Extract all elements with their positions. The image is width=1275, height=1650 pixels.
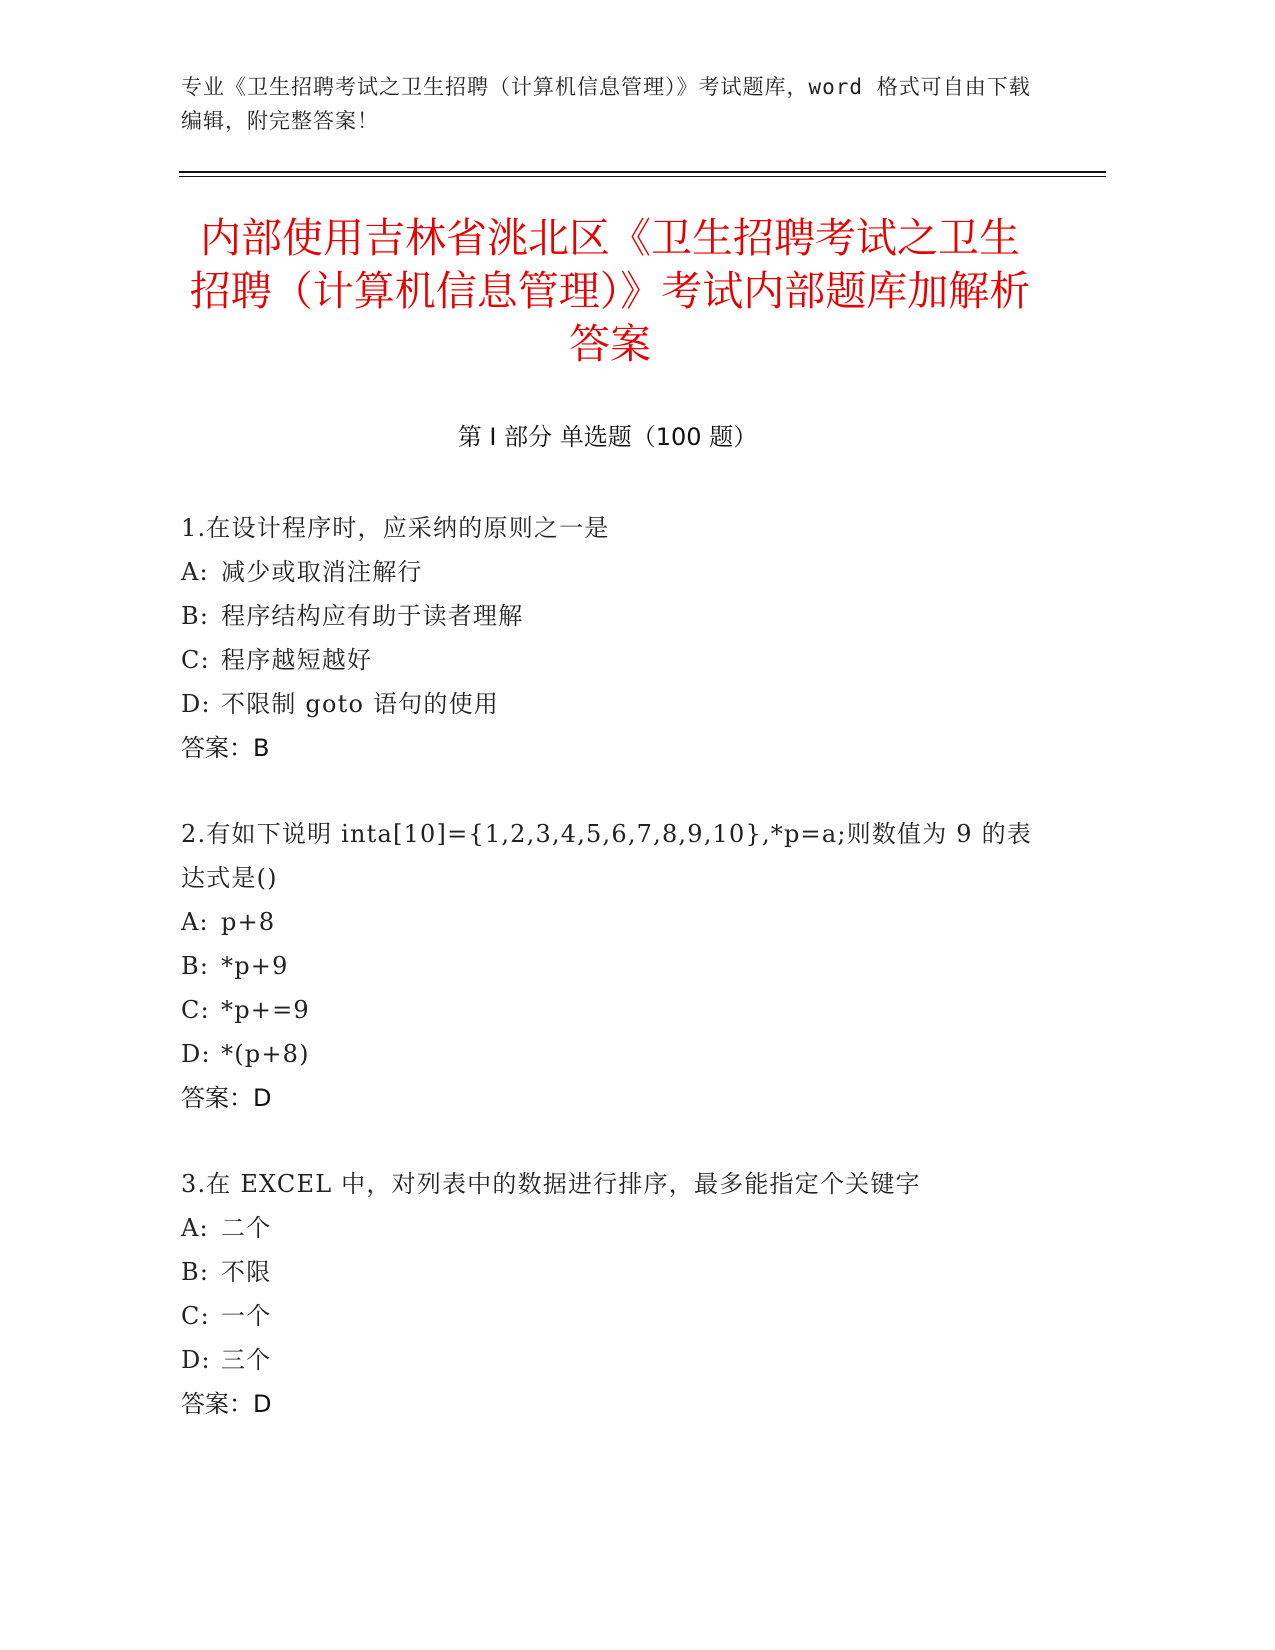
section-title: 第 I 部分 单选题（100 题） bbox=[457, 423, 758, 451]
option-text: *p+9 bbox=[221, 952, 289, 980]
option-text: p+8 bbox=[221, 908, 276, 936]
option-a bbox=[181, 900, 1051, 944]
answer-line: 答案：B bbox=[181, 734, 270, 762]
option-key: B: bbox=[181, 602, 210, 630]
option-d bbox=[181, 1032, 1051, 1076]
answer-line: 答案：D bbox=[181, 1390, 272, 1418]
option-d bbox=[181, 682, 1051, 726]
option-key: A: bbox=[181, 908, 209, 936]
option-text: 三个 bbox=[221, 1346, 272, 1374]
option-a bbox=[181, 550, 1051, 594]
option-text: *p+=9 bbox=[221, 996, 310, 1024]
option-c bbox=[181, 638, 1051, 682]
option-c bbox=[181, 1294, 1051, 1338]
option-key: A: bbox=[181, 558, 209, 586]
option-d bbox=[181, 1338, 1051, 1382]
option-key: C: bbox=[181, 646, 210, 674]
option-b bbox=[181, 594, 1051, 638]
question-3 bbox=[181, 1162, 1051, 1426]
option-key: B: bbox=[181, 1258, 210, 1286]
question-stem: 3.在 EXCEL 中，对列表中的数据进行排序，最多能指定个关键字 bbox=[181, 1170, 921, 1198]
option-key: C: bbox=[181, 996, 210, 1024]
option-b bbox=[181, 944, 1051, 988]
option-key: B: bbox=[181, 952, 210, 980]
document-title: 内部使用吉林省洮北区《卫生招聘考试之卫生招聘（计算机信息管理）》考试内部题库加解析答案 bbox=[189, 214, 1031, 368]
option-key: D: bbox=[181, 1040, 211, 1068]
option-c bbox=[181, 988, 1051, 1032]
question-list bbox=[181, 506, 1051, 1468]
option-key: C: bbox=[181, 1302, 210, 1330]
option-text: 减少或取消注解行 bbox=[221, 558, 423, 586]
header-divider-thick bbox=[179, 171, 1106, 173]
option-key: A: bbox=[181, 1214, 209, 1242]
option-a bbox=[181, 1206, 1051, 1250]
option-text: 程序结构应有助于读者理解 bbox=[221, 602, 524, 630]
question-2 bbox=[181, 812, 1051, 1120]
option-key: D: bbox=[181, 1346, 211, 1374]
option-text: 不限 bbox=[221, 1258, 272, 1286]
option-text: 一个 bbox=[221, 1302, 272, 1330]
option-text: *(p+8) bbox=[221, 1040, 310, 1068]
question-stem: 1.在设计程序时，应采纳的原则之一是 bbox=[181, 514, 610, 542]
option-text: 不限制 goto 语句的使用 bbox=[221, 690, 499, 718]
answer-line: 答案：D bbox=[181, 1084, 272, 1112]
option-text: 程序越短越好 bbox=[221, 646, 373, 674]
header-divider-thin bbox=[179, 176, 1106, 177]
option-b bbox=[181, 1250, 1051, 1294]
question-1 bbox=[181, 506, 1051, 770]
option-key: D: bbox=[181, 690, 211, 718]
question-stem: 2.有如下说明 inta[10]={1,2,3,4,5,6,7,8,9,10},*p=a;则数值为 9 的表达式是() bbox=[181, 820, 1032, 892]
header-note: 专业《卫生招聘考试之卫生招聘（计算机信息管理）》考试题库，word 格式可自由下载编辑，附完整答案！ bbox=[181, 75, 1031, 133]
option-text: 二个 bbox=[221, 1214, 272, 1242]
